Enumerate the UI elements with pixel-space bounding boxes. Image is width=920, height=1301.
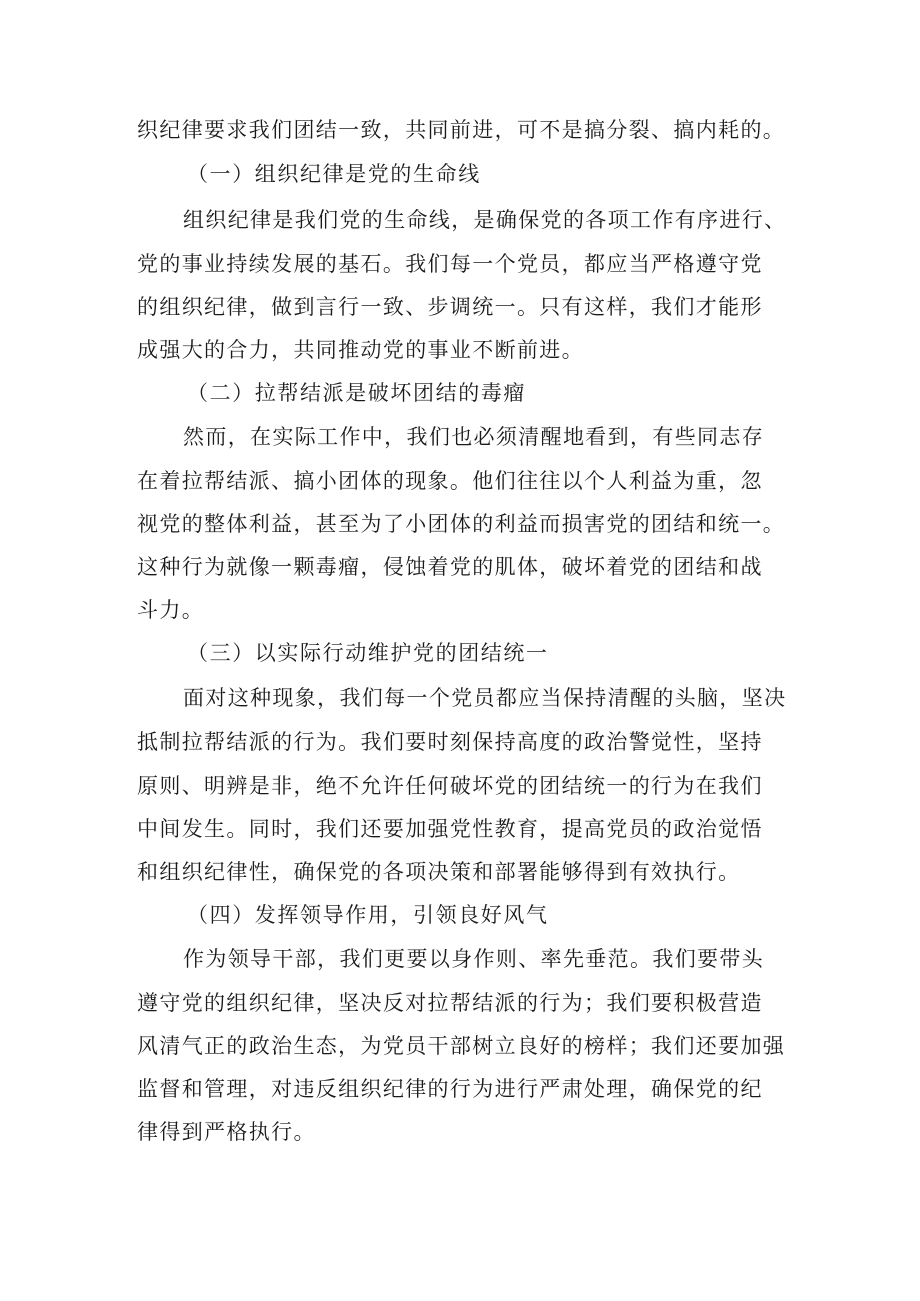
paragraph-line: 这种行为就像一颗毒瘤，侵蚀着党的肌体，破坏着党的团结和战	[137, 555, 763, 579]
paragraph-line: 成强大的合力，共同推动党的事业不断前进。	[137, 338, 584, 362]
paragraph-line: 和组织纪律性，确保党的各项决策和部署能够得到有效执行。	[137, 860, 741, 884]
paragraph-line: 在着拉帮结派、搞小团体的现象。他们往往以个人利益为重，忽	[137, 469, 763, 493]
paragraph-line: 织纪律要求我们团结一致，共同前进，可不是搞分裂、搞内耗的。	[137, 118, 786, 142]
paragraph-line: 面对这种现象，我们每一个党员都应当保持清醒的头脑，坚决	[183, 686, 787, 710]
paragraph-line: 的组织纪律，做到言行一致、步调统一。只有这样，我们才能形	[137, 295, 763, 319]
paragraph-line: 律得到严格执行。	[137, 1120, 316, 1144]
paragraph-line: 遵守党的组织纪律，坚决反对拉帮结派的行为；我们要积极营造	[137, 991, 763, 1015]
paragraph-line: 作为领导干部，我们更要以身作则、率先垂范。我们要带头	[183, 947, 765, 971]
paragraph-line: 抵制拉帮结派的行为。我们要时刻保持高度的政治警觉性，坚持	[137, 730, 763, 754]
paragraph-line: 风清气正的政治生态，为党员干部树立良好的榜样；我们还要加强	[137, 1034, 786, 1058]
section-heading: （四）发挥领导作用，引领良好风气	[187, 903, 549, 927]
section-heading: （二）拉帮结派是破坏团结的毒瘤	[187, 381, 526, 405]
paragraph-line: 然而，在实际工作中，我们也必须清醒地看到，有些同志存	[183, 425, 765, 449]
paragraph-line: 视党的整体利益，甚至为了小团体的利益而损害党的团结和统一。	[137, 512, 786, 536]
paragraph-line: 斗力。	[137, 598, 205, 622]
section-heading: （一）组织纪律是党的生命线	[187, 162, 481, 186]
paragraph-line: 党的事业持续发展的基石。我们每一个党员，都应当严格遵守党	[137, 252, 763, 276]
paragraph-line: 监督和管理，对违反组织纪律的行为进行严肃处理，确保党的纪	[137, 1077, 763, 1101]
paragraph-line: 原则、明辨是非，绝不允许任何破坏党的团结统一的行为在我们	[137, 774, 763, 798]
paragraph-line: 组织纪律是我们党的生命线，是确保党的各项工作有序进行、	[183, 208, 787, 232]
section-heading: （三）以实际行动维护党的团结统一	[187, 641, 549, 665]
paragraph-line: 中间发生。同时，我们还要加强党性教育，提高党员的政治觉悟	[137, 817, 763, 841]
